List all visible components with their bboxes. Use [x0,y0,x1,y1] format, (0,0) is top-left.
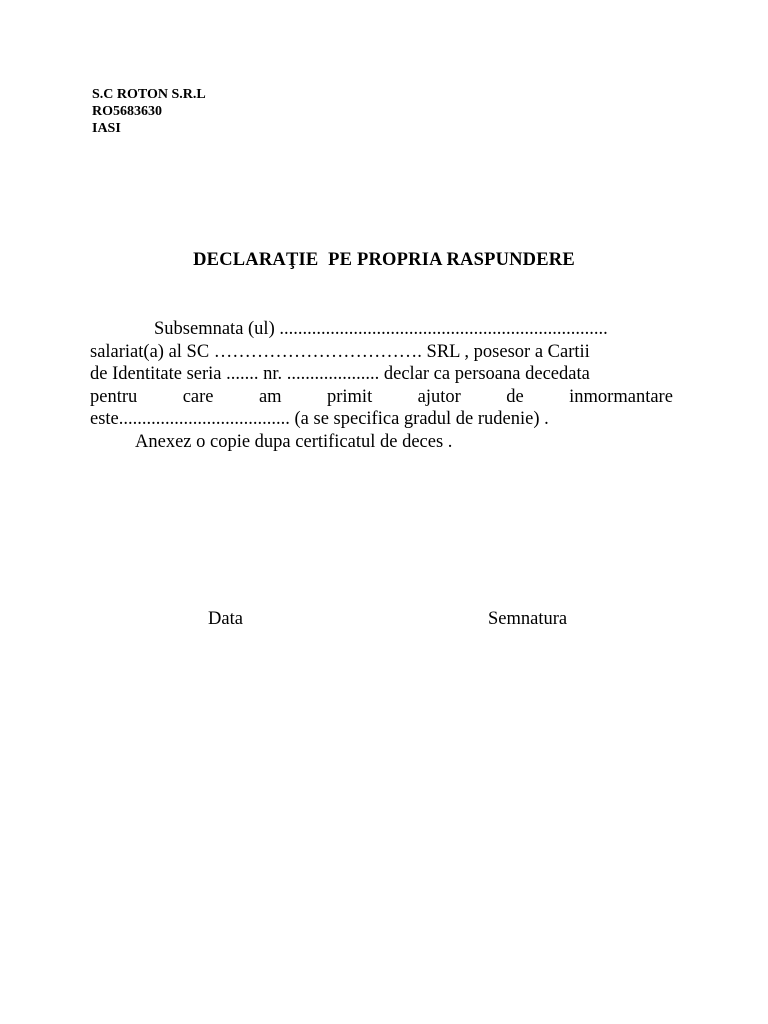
body-line-5: este..................................... (a se specifica gradul de rudenie) . [90,409,549,429]
document-title: DECLARAŢIE PE PROPRIA RASPUNDERE [193,250,575,270]
body-line-1: Subsemnata (ul) ....................................................................... [154,319,608,339]
body-line-6: Anexez o copie dupa certificatul de deces . [135,431,453,452]
body-line-3: de Identitate seria ....... nr. .................... declar ca persoana decedata [90,364,590,384]
signature-label: Semnatura [488,609,568,629]
body-word: de [506,386,524,407]
body-word: pentru [90,386,138,407]
body-word: am [258,386,282,407]
declaration-body [90,318,673,453]
date-label: Data [208,609,243,629]
body-word: primit [326,386,373,407]
body-line-2: salariat(a) al SC ……………………………. SRL , posesor a Cartii [90,341,590,362]
company-city: IASI [92,121,121,136]
body-word: inmormantare [569,386,673,407]
body-line-4 [90,386,673,409]
body-word: ajutor [417,386,461,407]
body-word: care [182,386,214,407]
fiscal-code: RO5683630 [92,104,162,119]
company-name: S.C ROTON S.R.L [92,87,206,102]
company-header [92,86,206,137]
